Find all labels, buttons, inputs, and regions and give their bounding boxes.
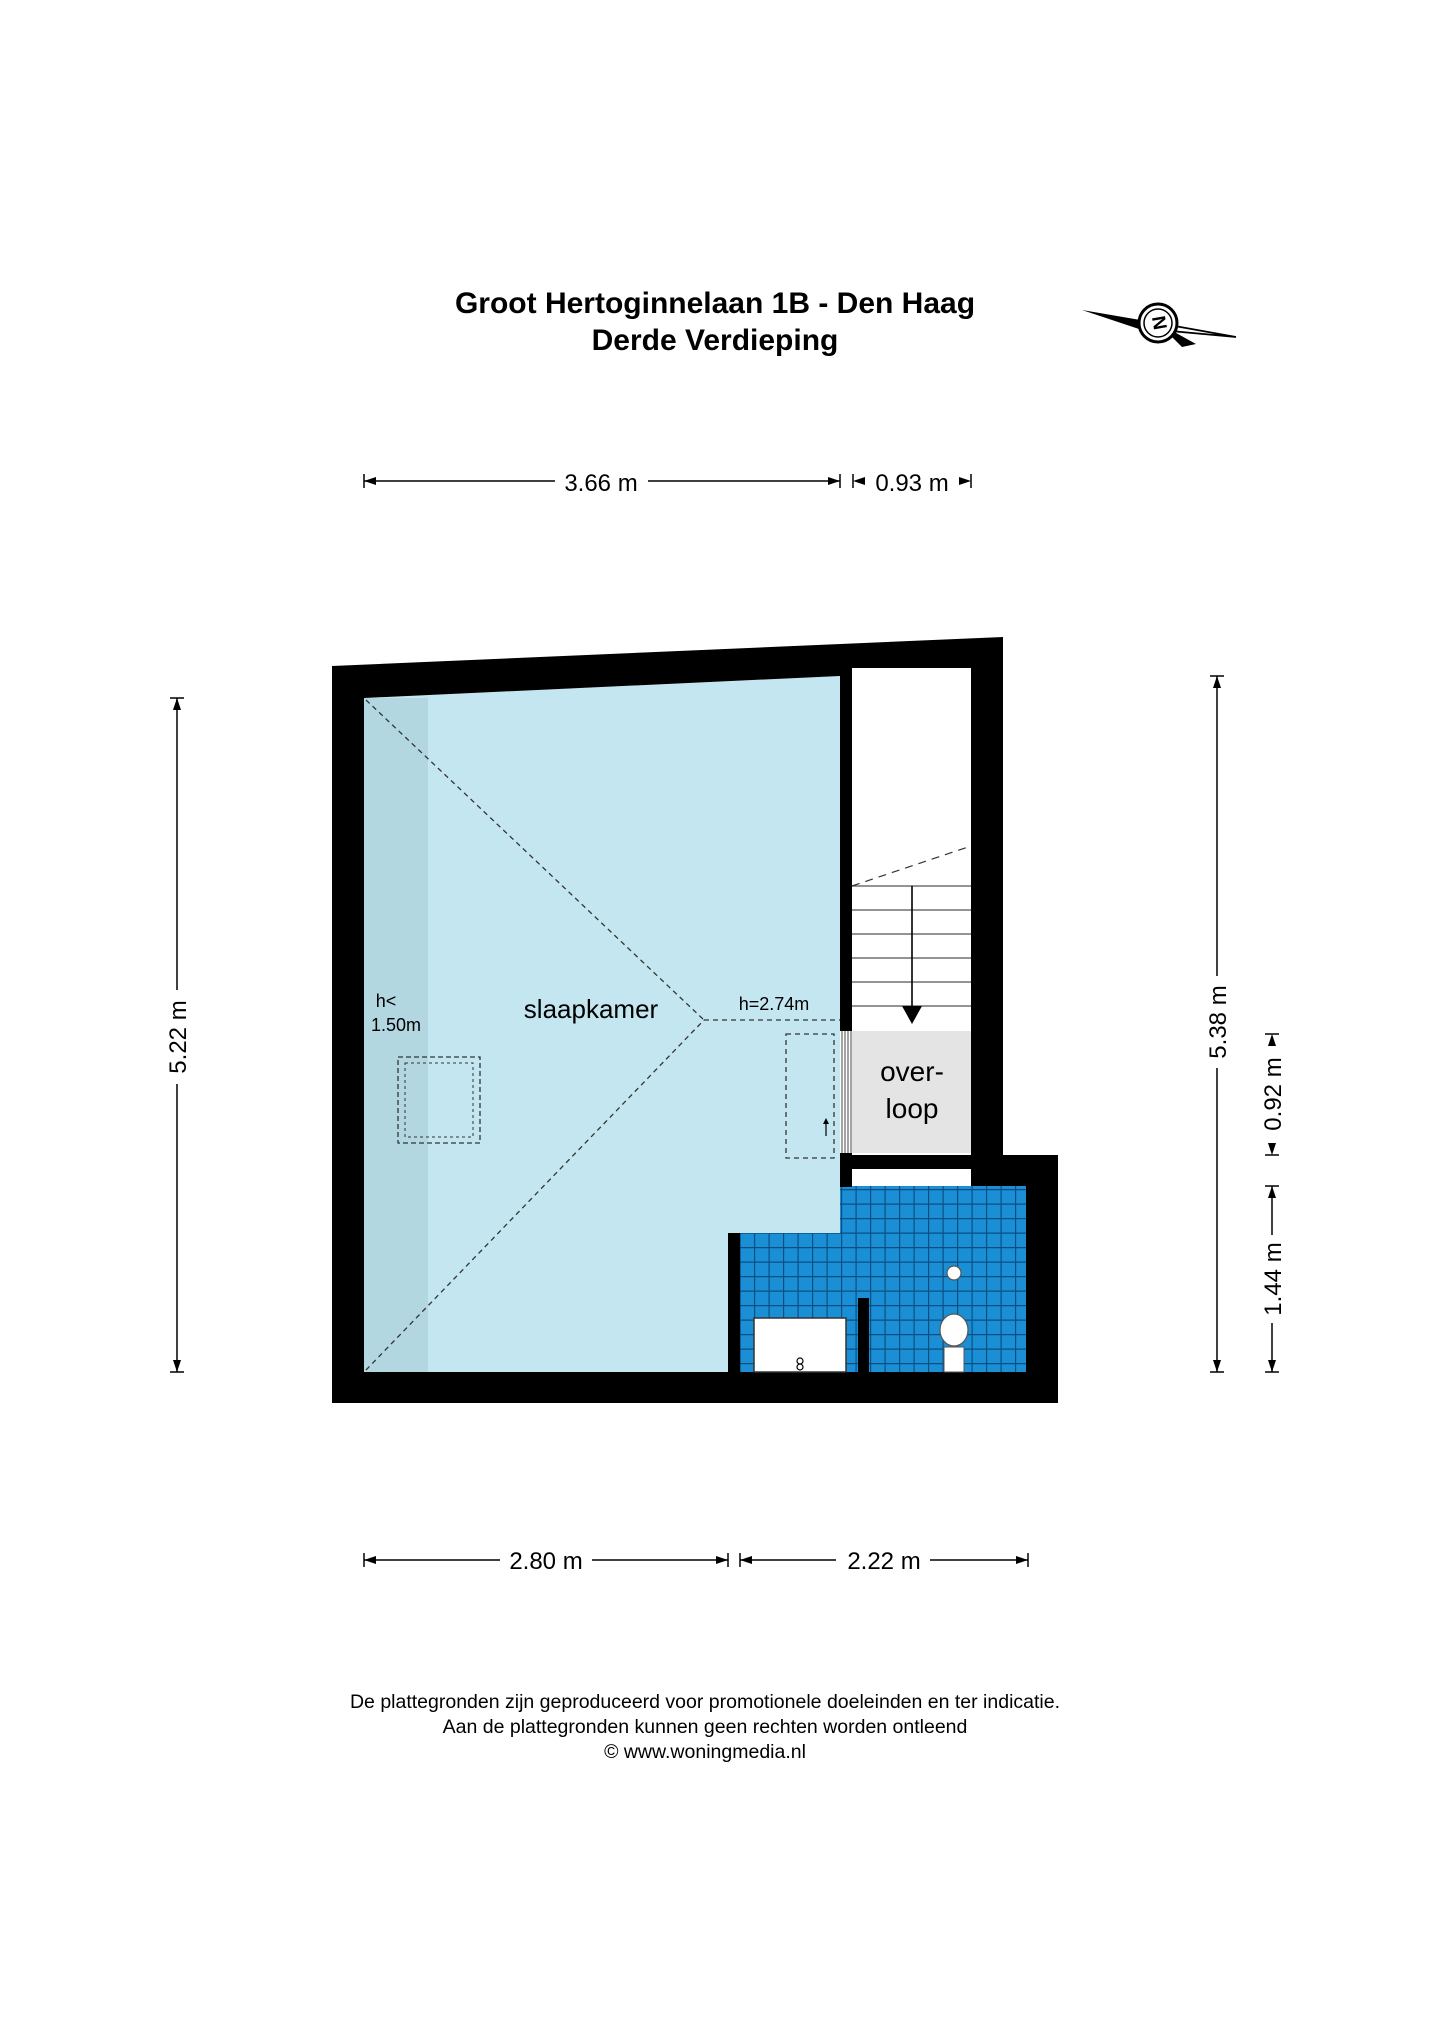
dimension-right-upper-label: 0.92 m [1260,1057,1287,1131]
dimension-right-total-label: 5.38 m [1205,985,1232,1059]
landing-label-line1: over- [880,1056,944,1087]
compass-n-label: N [1148,313,1172,332]
landing-label-line2: loop [885,1093,939,1124]
dimension-bottom-left-label: 2.80 m [509,1548,583,1575]
doorway [842,1031,851,1153]
washbasin [754,1318,846,1372]
dimension-bottom-right-label: 2.22 m [847,1548,921,1575]
staircase [852,846,971,1006]
low-height-label-line2: 1.50m [370,1015,422,1035]
copyright-line: © www.woningmedia.nl [604,1741,806,1763]
low-ceiling-zone [364,698,428,1372]
disclaimer-line1: De plattegronden zijn geproduceerd voor promotionele doeleinden en ter indicatie. [349,1691,1061,1713]
north-arrow-icon [1082,304,1236,347]
plan-title: Groot Hertoginnelaan 1B - Den Haag [454,287,976,320]
low-height-label-line1: h< [375,991,397,1011]
dimension-top-left-label: 3.66 m [564,470,638,497]
dimension-top-right-label: 0.93 m [875,470,949,497]
dimension-right-lower-label: 1.44 m [1260,1242,1287,1316]
dimension-left-label: 5.22 m [165,1000,192,1074]
floor-subtitle: Derde Verdieping [591,324,839,357]
ceiling-height-label: h=2.74m [738,994,810,1014]
landing-floor [852,1031,971,1153]
disclaimer-line2: Aan de plattegronden kunnen geen rechten worden ontleend [442,1716,968,1738]
stair-direction-arrow-icon [902,1006,922,1024]
bedroom-label: slaapkamer [523,994,659,1024]
